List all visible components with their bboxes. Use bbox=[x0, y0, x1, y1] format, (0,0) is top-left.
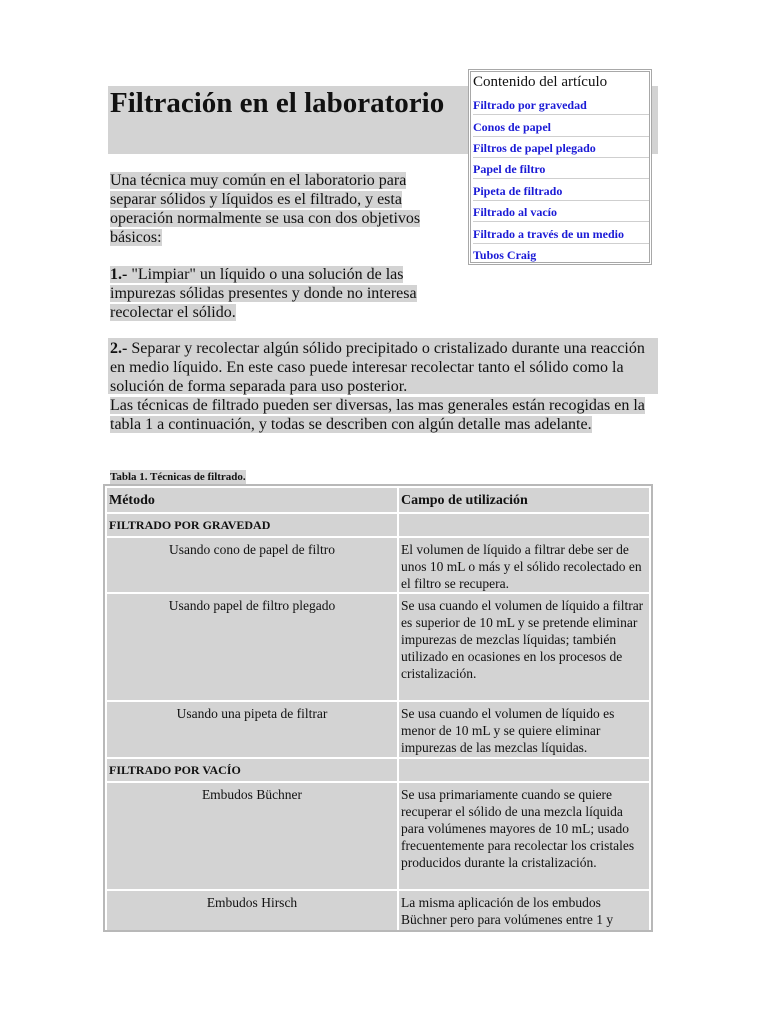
table-row-method: Embudos Hirsch bbox=[107, 891, 397, 932]
toc-heading: Contenido del artículo bbox=[473, 74, 608, 90]
page-title: Filtración en el laboratorio bbox=[110, 87, 445, 119]
table-row-method: Usando papel de filtro plegado bbox=[107, 594, 397, 700]
intro-paragraph bbox=[110, 171, 442, 247]
header-method: Método bbox=[107, 488, 397, 512]
table-row-method: Usando una pipeta de filtrar bbox=[107, 702, 397, 757]
toc-link-pipeta-filtrado[interactable]: Pipeta de filtrado bbox=[473, 183, 649, 201]
toc-link-papel-filtro[interactable]: Papel de filtro bbox=[473, 161, 649, 179]
techniques-paragraph bbox=[110, 396, 658, 434]
techniques-text: Las técnicas de filtrado pueden ser diversas, las mas generales están recogidas en la tabla 1 a continuación, y todas se describen con algún detalle mas adelante. bbox=[110, 397, 645, 433]
objective-1 bbox=[110, 265, 450, 322]
table-row-use: La misma aplicación de los embudos Büchner pero para volúmenes entre 1 y bbox=[399, 891, 649, 932]
table-row-method: Usando cono de papel de filtro bbox=[107, 538, 397, 592]
toc-link-tubos-craig[interactable]: Tubos Craig bbox=[473, 248, 537, 262]
objective-2-number: 2.- bbox=[110, 340, 128, 357]
toc-link-filtros-plegado[interactable]: Filtros de papel plegado bbox=[473, 140, 649, 158]
table-row-use: Se usa cuando el volumen de líquido es menor de 10 mL y se quiere eliminar impurezas de las mezclas líquidas. bbox=[399, 702, 649, 757]
table-caption: Tabla 1. Técnicas de filtrado. bbox=[110, 471, 246, 483]
objective-1-number: 1.- bbox=[110, 266, 128, 283]
toc-link-conos-papel[interactable]: Conos de papel bbox=[473, 119, 649, 137]
objective-2-text: Separar y recolectar algún sólido precipitado o cristalizado durante una reacción en medio líquido. En este caso puede interesar recolectar tanto el sólido como la solución de forma separada para uso posterior. bbox=[110, 340, 645, 395]
section-gravity-empty bbox=[399, 514, 649, 536]
objective-1-text: "Limpiar" un líquido o una solución de las impurezas sólidas presentes y donde no interesa recolectar el sólido. bbox=[110, 266, 417, 321]
filtration-table bbox=[103, 484, 653, 932]
section-gravity: FILTRADO POR GRAVEDAD bbox=[107, 514, 397, 536]
section-vacuum: FILTRADO POR VACÍO bbox=[107, 759, 397, 781]
table-row-use: El volumen de líquido a filtrar debe ser de unos 10 mL o más y el sólido recolectado en el filtro se recupera. bbox=[399, 538, 649, 592]
table-row-use: Se usa cuando el volumen de líquido a filtrar es superior de 10 mL y se pretende eliminar impurezas de mezclas líquidas; también utilizado en ocasiones en los procesos de cristalización. bbox=[399, 594, 649, 700]
table-row-use: Se usa primariamente cuando se quiere recuperar el sólido de una mezcla líquida para volúmenes mayores de 10 mL; usado frecuentemente para recolectar los cristales producidos durante la cristalización. bbox=[399, 783, 649, 889]
table-row-method: Embudos Büchner bbox=[107, 783, 397, 889]
intro-text: Una técnica muy común en el laboratorio para separar sólidos y líquidos es el filtrado, y esta operación normalmente se usa con dos objetivos básicos: bbox=[110, 172, 421, 246]
toc-link-filtrado-vacio[interactable]: Filtrado al vacío bbox=[473, 204, 649, 222]
header-use: Campo de utilización bbox=[399, 488, 649, 512]
toc-link-filtrado-medio[interactable]: Filtrado a través de un medio bbox=[473, 226, 649, 244]
toc-link-filtrado-gravedad[interactable]: Filtrado por gravedad bbox=[473, 97, 649, 115]
objective-2 bbox=[110, 339, 658, 396]
section-vacuum-empty bbox=[399, 759, 649, 781]
